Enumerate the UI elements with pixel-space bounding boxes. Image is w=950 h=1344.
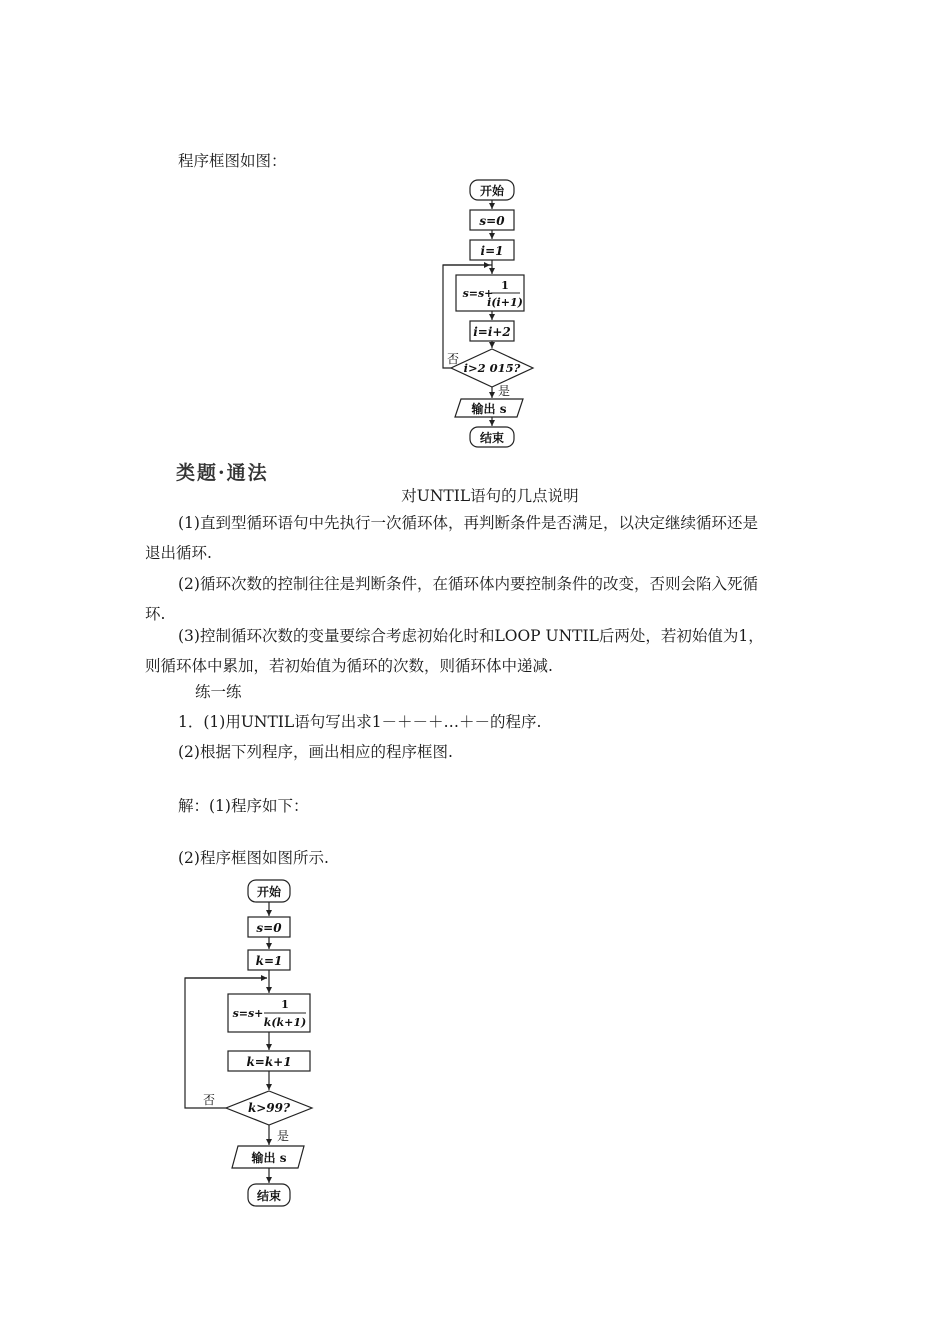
fc1-output-label: 输出 s bbox=[471, 402, 507, 416]
fc1-update-s-lhs: s=s+ bbox=[462, 287, 494, 300]
fc1-update-s-den: i(i+1) bbox=[487, 296, 523, 309]
fc2-end-label: 结束 bbox=[256, 1189, 282, 1203]
fc1-start-label: 开始 bbox=[479, 184, 505, 198]
fc1-yes-label: 是 bbox=[497, 384, 511, 398]
fc2-loop-line bbox=[185, 978, 267, 1108]
fc1-update-i-label: i=i+2 bbox=[473, 325, 511, 339]
intro-text: 程序框图如图： bbox=[178, 152, 287, 170]
fc2-output-label: 输出 s bbox=[251, 1151, 287, 1165]
fc2-init-s-label: s=0 bbox=[256, 921, 282, 935]
fc2-update-s-den: k(k+1) bbox=[263, 1016, 307, 1029]
fc2-condition-label: k>99? bbox=[247, 1101, 291, 1115]
fc1-condition-label: i>2 015? bbox=[463, 361, 521, 375]
fc1-end-label: 结束 bbox=[479, 431, 505, 445]
practice-label: 练一练 bbox=[195, 683, 242, 701]
fc2-init-k-label: k=1 bbox=[255, 954, 283, 968]
fc1-no-label: 否 bbox=[446, 352, 460, 366]
section-title: 类题·通法 bbox=[176, 462, 269, 484]
para-1-line-1: (1)直到型循环语句中先执行一次循环体，再判断条件是否满足，以决定继续循环还是 bbox=[178, 514, 758, 532]
fc2-update-s-num: 1 bbox=[281, 998, 289, 1011]
fc2-start-label: 开始 bbox=[256, 885, 282, 899]
section-heading: 对UNTIL语句的几点说明 bbox=[401, 487, 579, 505]
fc2-update-k-label: k=k+1 bbox=[246, 1055, 292, 1069]
para-3-line-2: 则循环体中累加，若初始值为循环的次数，则循环体中递减. bbox=[145, 657, 553, 675]
fc1-init-i-label: i=1 bbox=[480, 244, 504, 258]
fc2-no-label: 否 bbox=[202, 1093, 216, 1107]
para-3-line-1: (3)控制循环次数的变量要综合考虑初始化时和LOOP UNTIL后两处，若初始值为1， bbox=[178, 627, 764, 645]
fc1-update-s-num: 1 bbox=[501, 279, 509, 292]
question-2: (2)根据下列程序，画出相应的程序框图. bbox=[178, 743, 453, 761]
answer-2: (2)程序框图如图所示. bbox=[178, 849, 329, 867]
fc2-yes-label: 是 bbox=[276, 1129, 290, 1143]
answer-intro: 解：(1)程序如下： bbox=[178, 797, 309, 815]
fc2-update-s-lhs: s=s+ bbox=[232, 1007, 264, 1020]
fc1-init-s-label: s=0 bbox=[479, 214, 505, 228]
para-2-line-2: 环. bbox=[145, 605, 166, 623]
para-2-line-1: (2)循环次数的控制往往是判断条件，在循环体内要控制条件的改变，否则会陷入死循 bbox=[178, 575, 758, 593]
para-1-line-2: 退出循环. bbox=[145, 544, 212, 562]
question-1: 1．(1)用UNTIL语句写出求1－＋－＋…＋－的程序. bbox=[178, 713, 542, 731]
